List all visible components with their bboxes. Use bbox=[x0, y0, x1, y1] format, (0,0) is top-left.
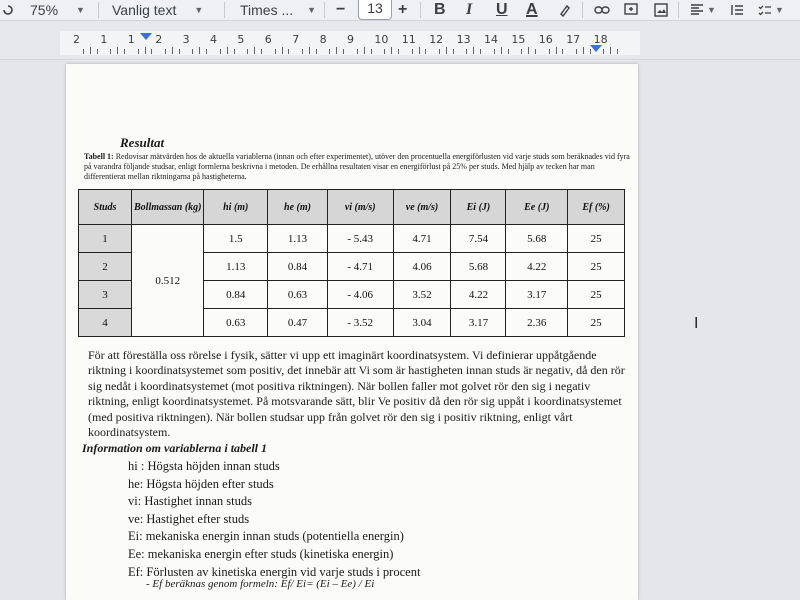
ruler-number: 14 bbox=[484, 33, 498, 46]
cell-ee: 2.36 bbox=[506, 309, 568, 337]
cell-studs: 3 bbox=[79, 281, 132, 309]
ruler-tick bbox=[343, 49, 344, 54]
ruler-tick bbox=[206, 49, 207, 54]
list-item: ve: Hastighet efter studs bbox=[128, 511, 250, 526]
cell-ei: 7.54 bbox=[451, 225, 506, 253]
ruler-tick bbox=[282, 47, 283, 54]
ruler-number: 13 bbox=[456, 33, 471, 46]
caption-text: Redovisar mätvärden hos de aktuella variablerna (innan och efter experimentet), utöver den procentuella energiförlusten vid varje studs som beräknades vid fyra på varandra följande studsar, enligt formlerna beskrivna i metoden. De erhållna resultaten visar en energiförlust på 25% per studs. Med hjälp av tecken har man differentierat mellan riktningarna på hastigheterna. bbox=[84, 152, 630, 181]
ruler-tick bbox=[521, 49, 522, 54]
chevron-down-icon: ▼ bbox=[76, 5, 85, 15]
paragraph-style-value: Vanlig text bbox=[112, 2, 177, 18]
cell-ve: 3.52 bbox=[393, 281, 451, 309]
ruler-number: 15 bbox=[511, 33, 526, 46]
insert-image-icon[interactable] bbox=[654, 0, 668, 20]
ruler-tick bbox=[494, 49, 495, 54]
cell-he: 1.13 bbox=[268, 225, 328, 253]
table-header-row bbox=[79, 190, 625, 225]
ruler-number: 4 bbox=[210, 33, 217, 46]
list-item: Ee: mekaniska energin efter studs (kinetiska energin) bbox=[128, 546, 394, 561]
chevron-down-icon: ▼ bbox=[775, 5, 784, 15]
header-bollmassan: Bollmassan (kg) bbox=[132, 190, 204, 225]
cell-ee: 4.22 bbox=[506, 253, 568, 281]
paragraph-style-select[interactable] bbox=[112, 0, 203, 20]
ruler-tick bbox=[261, 49, 262, 54]
ruler-tick bbox=[117, 47, 118, 54]
ruler-tick bbox=[172, 47, 173, 54]
caption-label: Tabell 1: bbox=[84, 152, 114, 161]
chevron-down-icon: ▼ bbox=[307, 5, 317, 15]
ruler-tick bbox=[473, 47, 474, 54]
formula-line: - Ef beräknas genom formeln: Ef/ Ei= (Ei – Ee) / Ei bbox=[146, 578, 375, 590]
ruler-tick bbox=[357, 49, 358, 54]
ruler-tick bbox=[179, 49, 180, 54]
ruler-tick bbox=[329, 49, 330, 54]
increase-font-size-button[interactable]: + bbox=[398, 1, 408, 18]
list-item: vi: Hastighet innan studs bbox=[128, 494, 252, 509]
cell-ef: 25 bbox=[568, 253, 625, 281]
ruler-number: 16 bbox=[538, 33, 553, 46]
ruler-number: 2 bbox=[155, 33, 163, 46]
ruler-tick bbox=[234, 49, 235, 54]
ruler-tick bbox=[425, 49, 426, 54]
ruler-tick bbox=[247, 49, 248, 54]
body-paragraph: För att föreställa oss rörelse i fysik, sätter vi upp ett imaginärt koordinatsystem. Vi definierar uppåtgående riktning i koordinatsystemet som positiv, det innebär att Vi som är hastigheten innan studs är negativ, då den rör sig nedåt i koordinatsystemet (mot positiva riktningen). När bollen faller mot golvet rör den sig i negativ riktning, enligt koordinatsystemet. På motsvarande sätt, blir Ve positiv då den rör sig uppåt i koordinatsystemet (med positiva riktningen). När bollen studsar upp från golvet rör den sig i positiv riktning, enligt vårt koordinatsystem. bbox=[88, 348, 625, 440]
header-he: he (m) bbox=[268, 190, 328, 225]
ruler-tick bbox=[145, 47, 146, 54]
ruler-number: 1 bbox=[100, 33, 108, 46]
italic-button[interactable]: I bbox=[466, 1, 473, 18]
undo-icon[interactable] bbox=[2, 0, 14, 20]
ruler-number: 1 bbox=[127, 33, 135, 46]
ruler-tick bbox=[412, 49, 413, 54]
cell-ef: 25 bbox=[568, 225, 625, 253]
ruler-tick bbox=[97, 49, 98, 54]
list-item: Ei: mekaniska energin innan studs (potentiella energin) bbox=[128, 529, 404, 544]
ruler-tick bbox=[603, 49, 604, 54]
table-row bbox=[79, 225, 625, 253]
divider bbox=[224, 2, 225, 18]
results-table bbox=[78, 189, 625, 337]
cell-ei: 5.68 bbox=[451, 253, 506, 281]
ruler-tick bbox=[439, 49, 440, 54]
header-studs: Studs bbox=[79, 190, 132, 225]
ruler-tick bbox=[446, 47, 447, 54]
divider bbox=[98, 2, 99, 18]
ruler-tick bbox=[453, 49, 454, 54]
ruler-tick bbox=[501, 47, 502, 54]
section-heading-resultat: Resultat bbox=[120, 135, 165, 150]
ruler-tick bbox=[336, 47, 337, 54]
ruler-tick bbox=[617, 49, 618, 54]
cell-he: 0.47 bbox=[268, 309, 328, 337]
cell-ef: 25 bbox=[568, 281, 625, 309]
cell-ee: 5.68 bbox=[506, 225, 568, 253]
header-ei: Ei (J) bbox=[451, 190, 506, 225]
cell-studs: 4 bbox=[79, 309, 132, 337]
ruler-tick bbox=[480, 49, 481, 54]
ruler-tick bbox=[275, 49, 276, 54]
chevron-down-icon: ▼ bbox=[194, 5, 204, 15]
ruler-tick bbox=[384, 49, 385, 54]
text-color-button[interactable]: A bbox=[526, 1, 538, 18]
ruler-tick bbox=[316, 49, 317, 54]
cell-hi: 0.63 bbox=[204, 309, 268, 337]
ruler-number: 2 bbox=[73, 33, 80, 46]
table-caption bbox=[84, 152, 634, 182]
ruler-tick bbox=[151, 49, 152, 54]
cell-studs: 2 bbox=[79, 253, 132, 281]
divider bbox=[582, 2, 583, 18]
ruler-tick bbox=[419, 47, 420, 54]
add-comment-icon[interactable] bbox=[624, 0, 638, 20]
header-vi: vi (m/s) bbox=[327, 190, 393, 225]
ruler-number: 6 bbox=[264, 33, 272, 46]
line-spacing-icon[interactable] bbox=[730, 0, 744, 20]
divider bbox=[678, 2, 679, 18]
cell-ei: 3.17 bbox=[451, 309, 506, 337]
ruler-tick bbox=[220, 49, 221, 54]
divider bbox=[324, 2, 325, 18]
cell-ei: 4.22 bbox=[451, 281, 506, 309]
font-family-value: Times ... bbox=[240, 2, 294, 18]
header-hi: hi (m) bbox=[204, 190, 268, 225]
cell-hi: 0.84 bbox=[204, 281, 268, 309]
ruler-number: 11 bbox=[401, 33, 416, 46]
list-item: Ef: Förlusten av kinetiska energin vid varje studs i procent bbox=[128, 564, 421, 579]
ruler-tick bbox=[288, 49, 289, 54]
ruler-number: 10 bbox=[374, 33, 389, 46]
ruler-tick bbox=[562, 49, 563, 54]
ruler-tick bbox=[398, 49, 399, 54]
font-size-input[interactable]: 13 bbox=[358, 0, 392, 20]
ruler-tick bbox=[364, 47, 365, 54]
ruler-tick bbox=[610, 47, 611, 54]
info-heading: Information om variablerna i tabell 1 bbox=[82, 441, 268, 455]
cell-hi: 1.5 bbox=[204, 225, 268, 253]
link-icon[interactable] bbox=[594, 0, 610, 20]
ruler-tick bbox=[83, 49, 84, 54]
ruler-tick bbox=[254, 47, 255, 54]
ruler-tick bbox=[466, 49, 467, 54]
ruler-tick bbox=[110, 49, 111, 54]
ruler-tick bbox=[535, 49, 536, 54]
cell-ef: 25 bbox=[568, 309, 625, 337]
list-item: hi : Högsta höjden innan studs bbox=[128, 459, 280, 473]
ruler-tick bbox=[528, 47, 529, 54]
cell-vi: - 5.43 bbox=[327, 225, 393, 253]
ruler-tick bbox=[90, 47, 91, 54]
ruler-number: 9 bbox=[347, 33, 354, 46]
ruler-number: 7 bbox=[292, 33, 300, 46]
cell-hi: 1.13 bbox=[204, 253, 268, 281]
cell-ve: 4.71 bbox=[393, 225, 451, 253]
cell-vi: - 4.71 bbox=[327, 253, 393, 281]
font-family-select[interactable] bbox=[240, 0, 316, 20]
header-ee: Ee (J) bbox=[506, 190, 568, 225]
underline-button[interactable]: U bbox=[496, 1, 508, 18]
ruler-number: 12 bbox=[429, 33, 444, 46]
cell-he: 0.84 bbox=[268, 253, 328, 281]
ruler-number: 17 bbox=[566, 33, 581, 46]
ruler-number: 3 bbox=[182, 33, 190, 46]
ruler-tick bbox=[371, 49, 372, 54]
highlight-pen-icon[interactable] bbox=[558, 0, 572, 20]
ruler-tick bbox=[549, 49, 550, 54]
cell-vi: - 4.06 bbox=[327, 281, 393, 309]
cell-he: 0.63 bbox=[268, 281, 328, 309]
ruler-tick bbox=[165, 49, 166, 54]
divider bbox=[420, 2, 421, 18]
right-indent-marker[interactable] bbox=[590, 45, 602, 52]
decrease-font-size-button[interactable]: − bbox=[336, 1, 346, 18]
ruler-number: 18 bbox=[593, 33, 608, 46]
ruler-tick bbox=[508, 49, 509, 54]
ruler-tick bbox=[227, 47, 228, 54]
ruler-number: 8 bbox=[319, 33, 327, 46]
ruler-tick bbox=[576, 49, 577, 54]
ruler-tick bbox=[583, 47, 584, 54]
left-indent-marker[interactable] bbox=[140, 33, 152, 40]
variable-list bbox=[128, 458, 420, 581]
text-cursor-icon: I bbox=[694, 314, 699, 332]
ruler-tick bbox=[302, 49, 303, 54]
align-left-icon[interactable] bbox=[690, 0, 716, 20]
header-ef: Ef (%) bbox=[568, 190, 625, 225]
bold-button[interactable]: B bbox=[434, 1, 446, 18]
ruler-tick bbox=[309, 47, 310, 54]
header-ve: ve (m/s) bbox=[393, 190, 451, 225]
zoom-value: 75% bbox=[30, 2, 59, 18]
ruler-number: 5 bbox=[237, 33, 245, 46]
zoom-select[interactable] bbox=[30, 0, 85, 20]
ruler-tick bbox=[199, 47, 200, 54]
cell-ee: 3.17 bbox=[506, 281, 568, 309]
cell-ve: 3.04 bbox=[393, 309, 451, 337]
cell-studs: 1 bbox=[79, 225, 132, 253]
ruler-tick bbox=[124, 49, 125, 54]
formatting-toolbar bbox=[0, 0, 800, 21]
cell-ve: 4.06 bbox=[393, 253, 451, 281]
list-item: he: Högsta höjden efter studs bbox=[128, 476, 274, 491]
ruler-tick bbox=[138, 49, 139, 54]
ruler-tick bbox=[192, 49, 193, 54]
cell-vi: - 3.52 bbox=[327, 309, 393, 337]
cell-mass: 0.512 bbox=[132, 225, 204, 337]
ruler-tick bbox=[391, 47, 392, 54]
ruler-tick bbox=[556, 47, 557, 54]
checklist-icon[interactable] bbox=[758, 0, 784, 20]
chevron-down-icon: ▼ bbox=[707, 5, 716, 15]
horizontal-ruler[interactable] bbox=[0, 21, 800, 60]
